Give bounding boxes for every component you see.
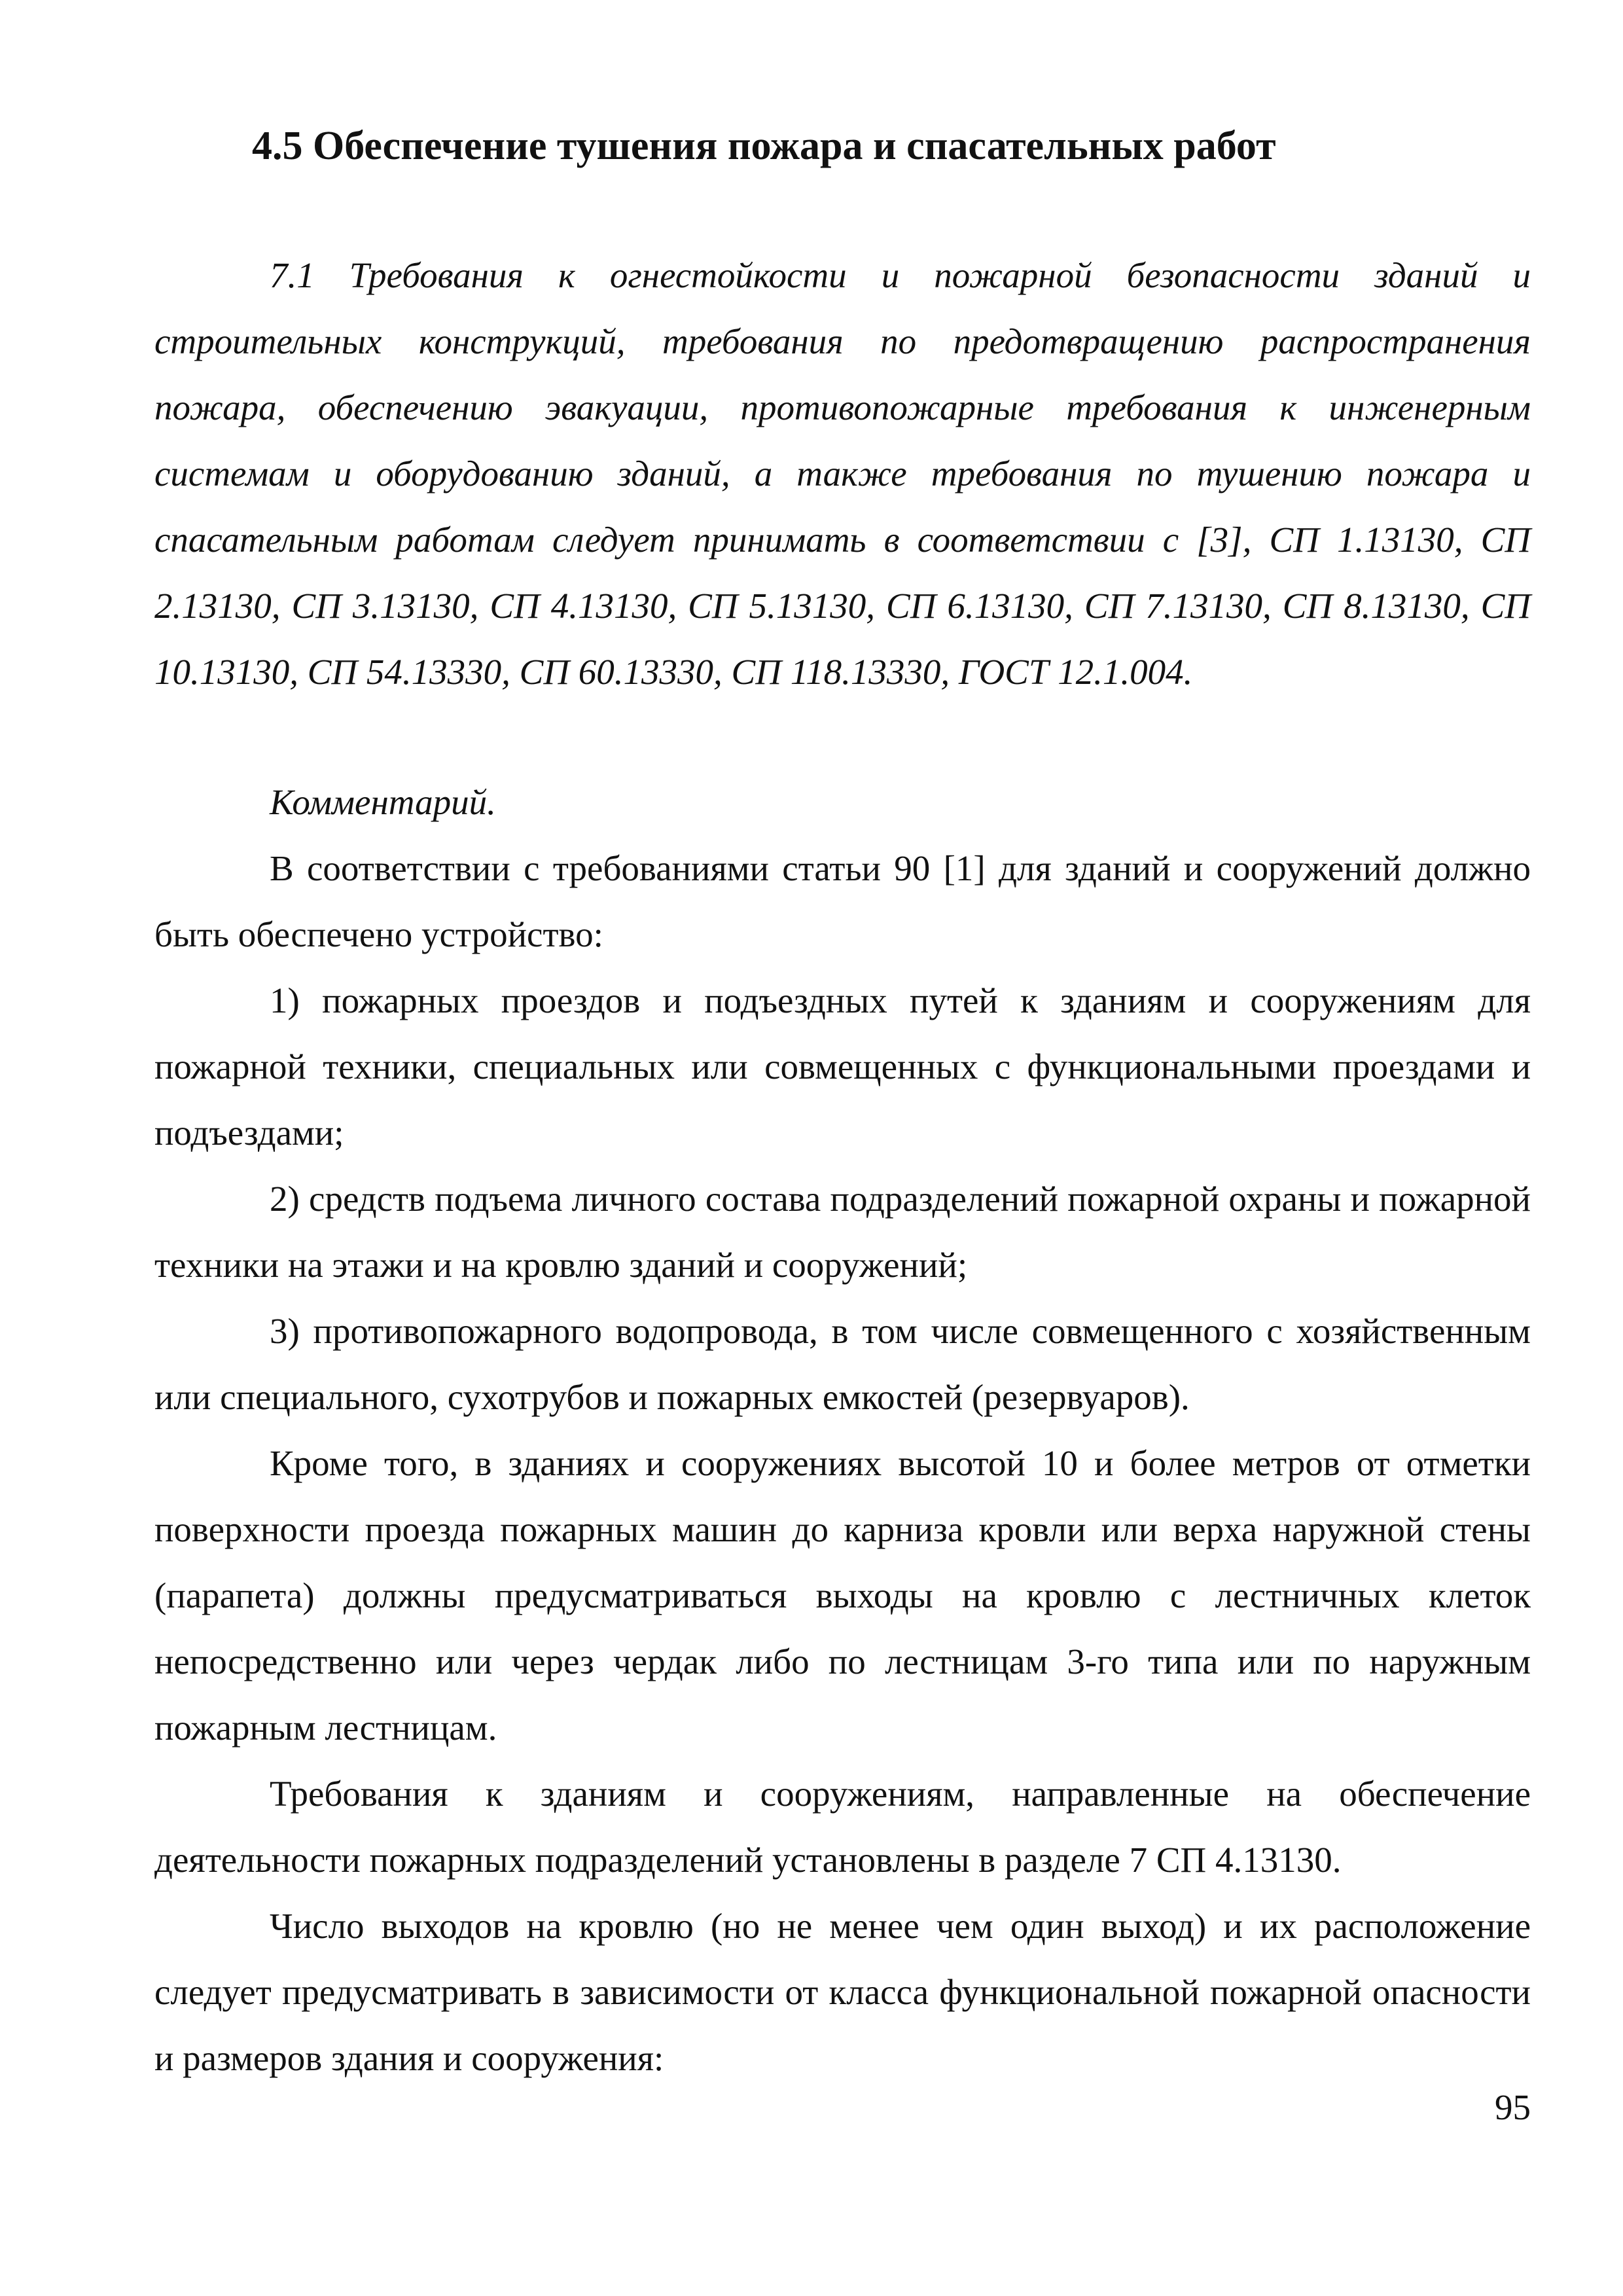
page-number: 95 xyxy=(1495,2087,1531,2127)
norm-clause-7-1: 7.1 Требования к огнестойкости и пожарной безопасности зданий и строительных конструкций, требования по предотвращению распространения пожара, обеспечению эвакуации, противопожарные требования к инженерным системам и оборудованию зданий, а также требования по тушению пожара и спасательным работам следует принимать в соответствии с [3], СП 1.13130, СП 2.13130, СП 3.13130, СП 4.13130, СП 5.13130, СП 6.13130, СП 7.13130, СП 8.13130, СП 10.13130, СП 54.13330, СП 60.13330, СП 118.13330, ГОСТ 12.1.004. xyxy=(154,255,1531,692)
paragraph-intro: В соответствии с требованиями статьи 90 [1] для зданий и сооружений должно быть обеспечено устройство: xyxy=(154,848,1531,954)
section-heading: 4.5 Обеспечение тушения пожара и спасательных работ xyxy=(252,124,1276,168)
commentary-label: Комментарий. xyxy=(270,782,496,822)
list-item-3: 3) противопожарного водопровода, в том числе совмещенного с хозяйственным или специального, сухотрубов и пожарных емкостей (резервуаров). xyxy=(154,1311,1531,1417)
commentary-block xyxy=(154,769,1531,2091)
paragraph-exit-count: Число выходов на кровлю (но не менее чем один выход) и их расположение следует предусматривать в зависимости от класса функциональной пожарной опасности и размеров здания и сооружения: xyxy=(154,1906,1531,2078)
list-item-1: 1) пожарных проездов и подъездных путей к зданиям и сооружениям для пожарной техники, специальных или совмещенных с функциональными проездами и подъездами; xyxy=(154,980,1531,1153)
paragraph-requirements: Требования к зданиям и сооружениям, направленные на обеспечение деятельности пожарных подразделений установлены в разделе 7 СП 4.13130. xyxy=(154,1774,1531,1880)
list-item-2: 2) средств подъема личного состава подразделений пожарной охраны и пожарной техники на этажи и на кровлю зданий и сооружений; xyxy=(154,1179,1531,1285)
paragraph-roof-exits: Кроме того, в зданиях и сооружениях высотой 10 и более метров от отметки поверхности проезда пожарных машин до карниза кровли или верха наружной стены (парапета) должны предусматриваться выходы на кровлю с лестничных клеток непосредственно или через чердак либо по лестницам 3-го типа или по наружным пожарным лестницам. xyxy=(154,1443,1531,1748)
